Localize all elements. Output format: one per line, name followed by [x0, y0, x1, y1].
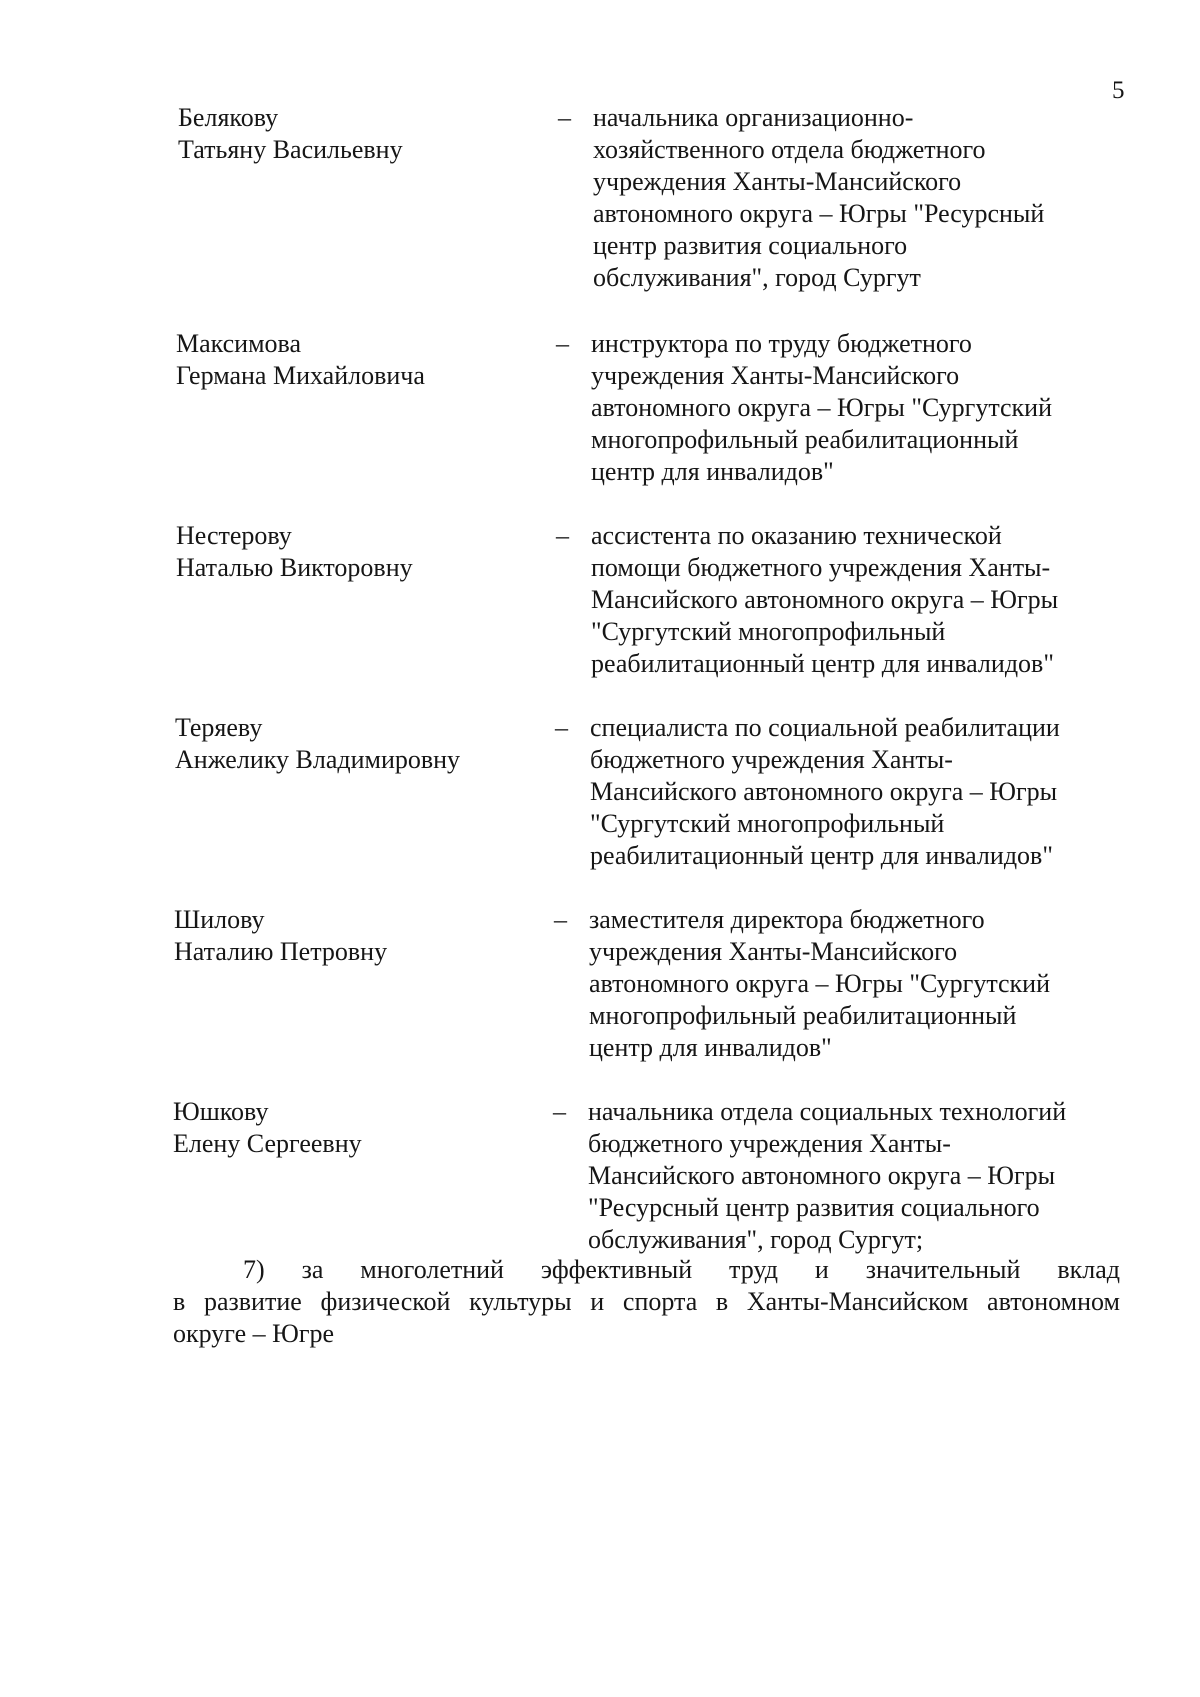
position-line: начальника отдела социальных технологий: [588, 1097, 1067, 1126]
position-line: обслуживания", город Сургут: [593, 263, 921, 292]
position-line: помощи бюджетного учреждения Ханты-: [591, 553, 1051, 582]
surname: Шилову: [174, 905, 265, 934]
position-description: [591, 328, 1151, 488]
position-line: инструктора по труду бюджетного: [591, 329, 972, 358]
position-line: Мансийского автономного округа – Югры: [590, 777, 1058, 806]
dash-separator: –: [553, 1097, 566, 1126]
position-line: многопрофильный реабилитационный: [589, 1001, 1017, 1030]
position-line: специалиста по социальной реабилитации: [590, 713, 1060, 742]
person-name: [173, 1096, 533, 1160]
position-line: бюджетного учреждения Ханты-: [588, 1129, 951, 1158]
position-line: автономного округа – Югры "Сургутский: [589, 969, 1050, 998]
position-line: учреждения Ханты-Мансийского: [589, 937, 958, 966]
section-paragraph: [173, 1254, 1120, 1350]
position-line: "Сургутский многопрофильный: [590, 809, 945, 838]
position-line: центр для инвалидов": [591, 457, 834, 486]
position-line: реабилитационный центр для инвалидов": [591, 649, 1054, 678]
person-name: [175, 712, 535, 776]
position-description: [593, 102, 1153, 294]
person-name: [178, 102, 538, 166]
position-line: заместителя директора бюджетного: [589, 905, 985, 934]
position-line: центр развития социального: [593, 231, 908, 260]
dash-separator: –: [555, 713, 568, 742]
position-line: "Ресурсный центр развития социального: [588, 1193, 1040, 1222]
given-name: Наталью Викторовну: [176, 553, 413, 582]
person-name: [174, 904, 534, 968]
surname: Белякову: [178, 103, 279, 132]
surname: Максимова: [176, 329, 302, 358]
position-line: обслуживания", город Сургут;: [588, 1225, 924, 1254]
position-line: автономного округа – Югры "Ресурсный: [593, 199, 1045, 228]
position-line: учреждения Ханты-Мансийского: [593, 167, 962, 196]
position-description: [591, 520, 1151, 680]
given-name: Анжелику Владимировну: [175, 745, 461, 774]
paragraph-line: в развитие физической культуры и спорта в Ханты-Мансийском автономном: [173, 1287, 1120, 1316]
person-name: [176, 328, 536, 392]
position-line: начальника организационно-: [593, 103, 914, 132]
surname: Юшкову: [173, 1097, 269, 1126]
position-line: реабилитационный центр для инвалидов": [590, 841, 1053, 870]
position-line: "Сургутский многопрофильный: [591, 617, 946, 646]
given-name: Елену Сергеевну: [173, 1129, 362, 1158]
person-name: [176, 520, 536, 584]
position-line: Мансийского автономного округа – Югры: [591, 585, 1059, 614]
position-description: [588, 1096, 1148, 1256]
position-description: [589, 904, 1149, 1064]
position-description: [590, 712, 1150, 872]
position-line: центр для инвалидов": [589, 1033, 832, 1062]
given-name: Наталию Петровну: [174, 937, 388, 966]
position-line: Мансийского автономного округа – Югры: [588, 1161, 1056, 1190]
paragraph-line: округе – Югре: [173, 1319, 335, 1348]
surname: Теряеву: [175, 713, 263, 742]
given-name: Татьяну Васильевну: [178, 135, 403, 164]
position-line: автономного округа – Югры "Сургутский: [591, 393, 1052, 422]
dash-separator: –: [558, 103, 571, 132]
dash-separator: –: [556, 329, 569, 358]
surname: Нестерову: [176, 521, 292, 550]
page-number: 5: [1112, 77, 1125, 104]
position-line: ассистента по оказанию технической: [591, 521, 1002, 550]
given-name: Германа Михайловича: [176, 361, 425, 390]
dash-separator: –: [556, 521, 569, 550]
position-line: бюджетного учреждения Ханты-: [590, 745, 953, 774]
paragraph-line: 7) за многолетний эффективный труд и значительный вклад: [243, 1255, 1120, 1284]
position-line: учреждения Ханты-Мансийского: [591, 361, 960, 390]
dash-separator: –: [554, 905, 567, 934]
position-line: многопрофильный реабилитационный: [591, 425, 1019, 454]
position-line: хозяйственного отдела бюджетного: [593, 135, 986, 164]
